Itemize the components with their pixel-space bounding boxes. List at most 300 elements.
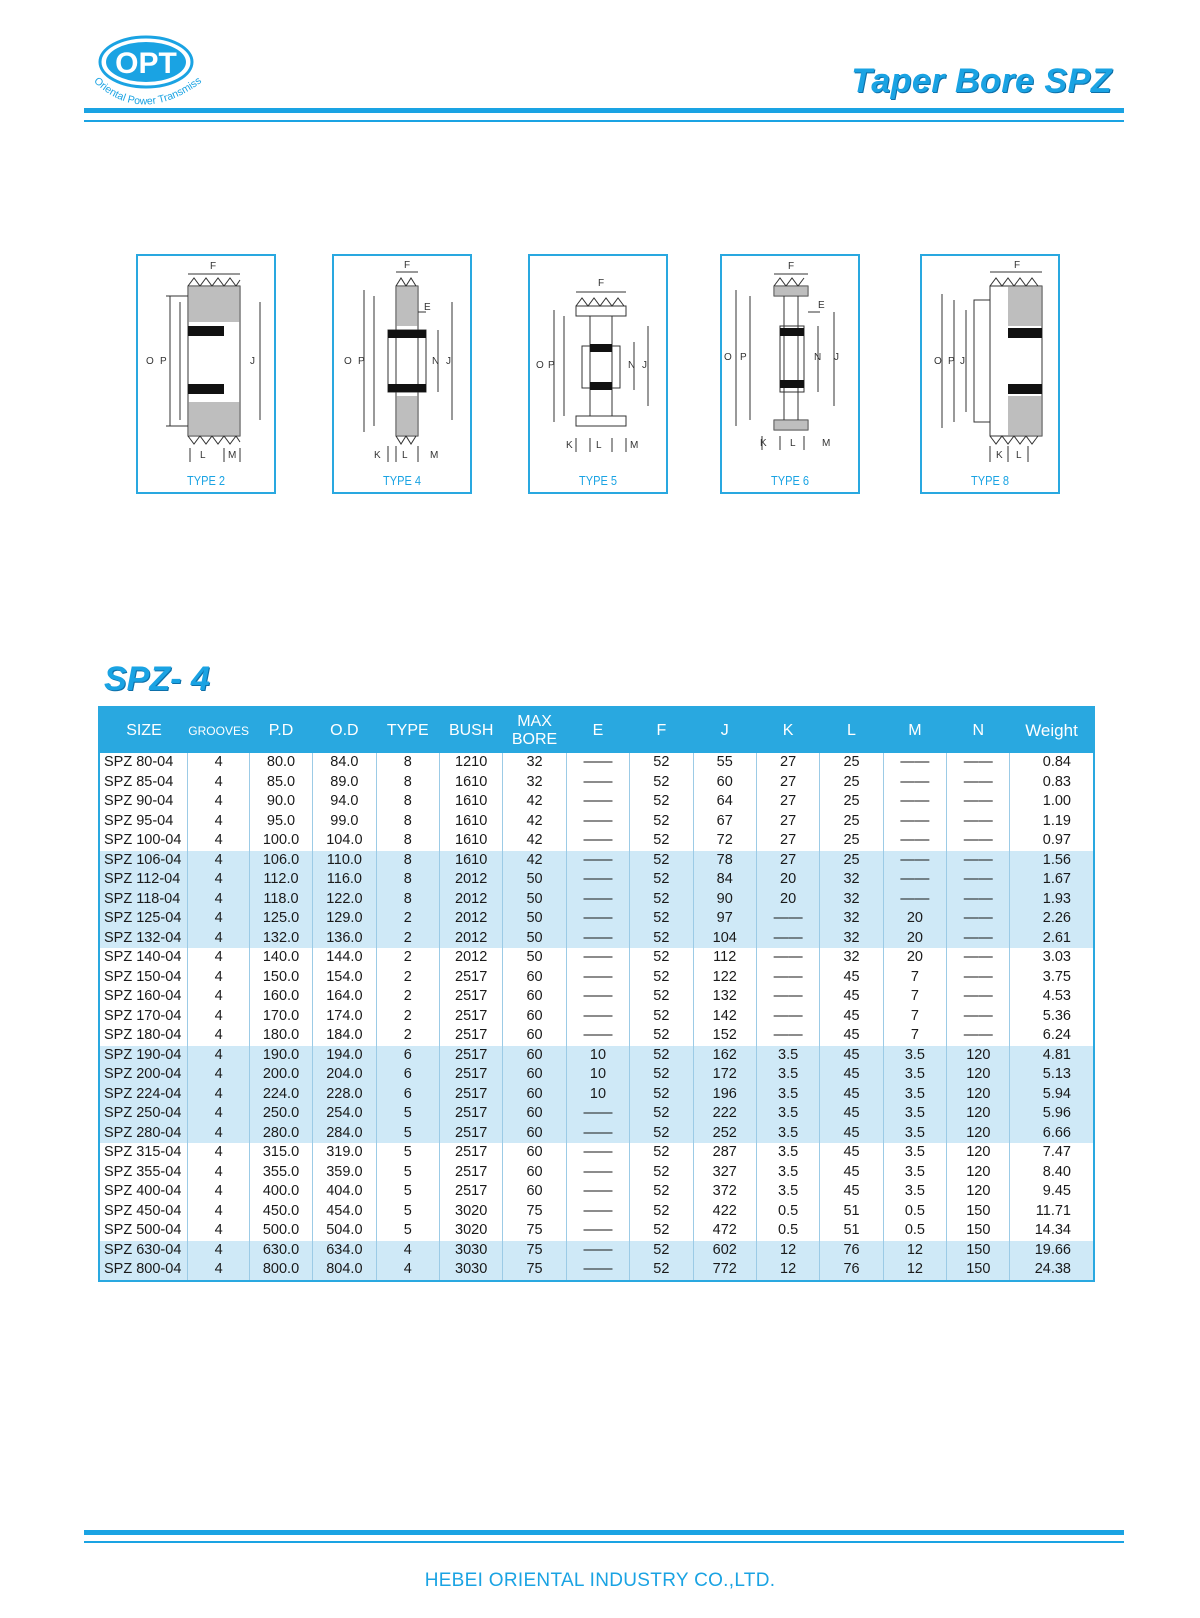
- table-cell: 45: [820, 987, 883, 1007]
- table-cell: 6: [376, 1085, 439, 1105]
- table-cell: 2: [376, 987, 439, 1007]
- table-cell: 180.0: [249, 1026, 312, 1046]
- svg-text:F: F: [1014, 260, 1021, 271]
- table-row: [99, 929, 1094, 949]
- table-cell: 75: [503, 1202, 566, 1222]
- table-cell: 60: [503, 1026, 566, 1046]
- table-cell: 3.5: [756, 1143, 819, 1163]
- table-cell: 160.0: [249, 987, 312, 1007]
- table-cell: 51: [820, 1221, 883, 1241]
- table-cell: ——: [566, 1026, 629, 1046]
- table-cell: 42: [503, 831, 566, 851]
- table-cell: SPZ 250-04: [99, 1104, 188, 1124]
- table-cell: 2517: [439, 1104, 502, 1124]
- table-cell: 2: [376, 929, 439, 949]
- col-header: K: [756, 707, 819, 753]
- table-cell: 52: [630, 1221, 693, 1241]
- table-cell: 67: [693, 812, 756, 832]
- table-cell: SPZ 355-04: [104, 1163, 182, 1180]
- table-cell: 25: [820, 851, 883, 871]
- table-cell: 95.0: [249, 812, 312, 832]
- table-cell: 52: [630, 792, 693, 812]
- svg-text:M: M: [630, 440, 639, 451]
- table-cell: 204.0: [313, 1065, 376, 1085]
- table-cell: 52: [630, 753, 693, 773]
- table-cell: 84: [693, 870, 756, 890]
- table-cell: 12: [756, 1241, 819, 1261]
- table-cell: ——: [947, 851, 1010, 871]
- table-cell: 319.0: [313, 1143, 376, 1163]
- table-cell: 0.5: [883, 1202, 946, 1222]
- table-cell: 52: [630, 909, 693, 929]
- table-row: [99, 851, 1094, 871]
- table-cell: 52: [630, 1182, 693, 1202]
- table-cell: 25: [820, 812, 883, 832]
- table-row: [99, 1065, 1094, 1085]
- table-cell: 422: [693, 1202, 756, 1222]
- table-cell: SPZ 80-04: [104, 754, 174, 770]
- table-row: [99, 812, 1094, 832]
- svg-text:K: K: [760, 438, 767, 449]
- table-cell: 150: [947, 1221, 1010, 1241]
- table-cell: 27: [756, 773, 819, 793]
- table-cell: 8: [376, 792, 439, 812]
- table-cell: 0.5: [756, 1221, 819, 1241]
- table-cell: ——: [756, 987, 819, 1007]
- table-cell: ——: [883, 870, 946, 890]
- table-cell: 4: [188, 909, 249, 929]
- table-cell: 500.0: [249, 1221, 312, 1241]
- table-cell: SPZ 170-04: [104, 1007, 182, 1024]
- table-cell: 10: [566, 1065, 629, 1085]
- table-cell: 50: [503, 948, 566, 968]
- table-cell: 172: [693, 1065, 756, 1085]
- table-cell: ——: [756, 929, 819, 949]
- table-cell: SPZ 280-04: [99, 1124, 188, 1144]
- col-header: O.D: [313, 707, 376, 753]
- table-cell: SPZ 140-04: [104, 949, 182, 965]
- svg-text:P: P: [160, 356, 167, 367]
- diagram-type-2: [136, 254, 276, 494]
- table-cell: ——: [566, 851, 629, 871]
- table-cell: 52: [630, 1007, 693, 1027]
- svg-text:M: M: [430, 450, 439, 461]
- section-title: SPZ- 4: [104, 660, 210, 698]
- table-cell: 90.0: [249, 792, 312, 812]
- table-cell: 7: [883, 987, 946, 1007]
- table-cell: 154.0: [313, 968, 376, 988]
- table-cell: 4: [188, 1085, 249, 1105]
- table-cell: 1.93: [1010, 890, 1094, 910]
- table-cell: 8: [376, 870, 439, 890]
- table-cell: 112.0: [249, 870, 312, 890]
- table-cell: 32: [503, 773, 566, 793]
- table-cell: SPZ 160-04: [104, 988, 182, 1004]
- table-cell: 122.0: [313, 890, 376, 910]
- table-cell: 52: [630, 1124, 693, 1144]
- table-cell: 1.00: [1010, 792, 1094, 812]
- table-cell: ——: [566, 1163, 629, 1183]
- table-cell: 60: [503, 1182, 566, 1202]
- table-row: [99, 870, 1094, 890]
- table-cell: 104.0: [313, 831, 376, 851]
- table-cell: 99.0: [313, 812, 376, 832]
- table-row: [99, 1202, 1094, 1222]
- table-cell: 2: [376, 909, 439, 929]
- table-cell: 52: [630, 1026, 693, 1046]
- page-title: Taper Bore SPZ: [851, 62, 1112, 100]
- table-cell: 2517: [439, 1163, 502, 1183]
- svg-text:O: O: [724, 352, 732, 363]
- table-cell: 25: [820, 792, 883, 812]
- table-cell: ——: [566, 890, 629, 910]
- table-row: [99, 890, 1094, 910]
- table-cell: 75: [503, 1241, 566, 1261]
- table-cell: 52: [630, 890, 693, 910]
- col-header: MAX BORE: [503, 707, 566, 753]
- table-cell: 4: [188, 1202, 249, 1222]
- table-cell: 120: [947, 1065, 1010, 1085]
- table-cell: 1.67: [1010, 870, 1094, 890]
- col-header: SIZE: [99, 707, 188, 753]
- table-row: [99, 968, 1094, 988]
- table-cell: 3.5: [883, 1104, 946, 1124]
- table-cell: 132: [693, 987, 756, 1007]
- table-cell: 5: [376, 1143, 439, 1163]
- table-cell: 2517: [439, 1182, 502, 1202]
- table-cell: 78: [693, 851, 756, 871]
- pulley-drawing-type-4: [334, 256, 470, 466]
- table-cell: 52: [630, 1104, 693, 1124]
- svg-text:J: J: [446, 356, 451, 367]
- pulley-drawing-type-8: [922, 256, 1058, 466]
- table-cell: 24.38: [1010, 1260, 1094, 1281]
- table-cell: 5: [376, 1104, 439, 1124]
- table-cell: 55: [693, 753, 756, 773]
- table-cell: 45: [820, 1163, 883, 1183]
- table-cell: SPZ 90-04: [104, 793, 174, 809]
- table-cell: 6: [376, 1046, 439, 1066]
- table-cell: 4: [376, 1260, 439, 1281]
- table-cell: 7: [883, 968, 946, 988]
- table-cell: 94.0: [313, 792, 376, 812]
- diagram-type-4: [332, 254, 472, 494]
- table-cell: 42: [503, 792, 566, 812]
- table-cell: 10: [566, 1046, 629, 1066]
- table-cell: 2517: [439, 1124, 502, 1144]
- col-header: L: [820, 707, 883, 753]
- table-cell: 2517: [439, 1065, 502, 1085]
- table-row: [99, 1104, 1094, 1124]
- table-cell: ——: [947, 753, 1010, 773]
- svg-text:L: L: [596, 440, 602, 451]
- table-cell: 0.84: [1010, 753, 1094, 773]
- table-cell: ——: [566, 1124, 629, 1144]
- table-cell: 51: [820, 1202, 883, 1222]
- table-cell: 150: [947, 1202, 1010, 1222]
- table-cell: SPZ 85-04: [104, 773, 174, 790]
- svg-text:P: P: [948, 356, 955, 367]
- col-header: BUSH: [439, 707, 502, 753]
- col-header: J: [693, 707, 756, 753]
- table-row: [99, 1260, 1094, 1281]
- table-cell: ——: [566, 1007, 629, 1027]
- svg-text:N: N: [628, 360, 636, 371]
- table-cell: 32: [820, 870, 883, 890]
- table-cell: 2012: [439, 890, 502, 910]
- table-cell: 404.0: [313, 1182, 376, 1202]
- table-cell: 152: [693, 1026, 756, 1046]
- table-cell: 4: [188, 792, 249, 812]
- table-cell: 3.5: [883, 1163, 946, 1183]
- table-row: [99, 753, 1094, 773]
- table-cell: 52: [630, 1046, 693, 1066]
- table-cell: 25: [820, 753, 883, 773]
- table-cell: 4: [188, 773, 249, 793]
- table-cell: ——: [756, 1007, 819, 1027]
- table-cell: 8: [376, 890, 439, 910]
- table-cell: 8: [376, 851, 439, 871]
- table-cell: 45: [820, 1182, 883, 1202]
- table-cell: 60: [503, 1104, 566, 1124]
- svg-text:E: E: [818, 300, 825, 311]
- table-cell: ——: [947, 890, 1010, 910]
- table-row: [99, 987, 1094, 1007]
- table-cell: 5.96: [1010, 1104, 1094, 1124]
- table-cell: 5.94: [1010, 1085, 1094, 1105]
- table-row: [99, 1046, 1094, 1066]
- table-cell: 504.0: [313, 1221, 376, 1241]
- table-cell: 2: [376, 1007, 439, 1027]
- table-cell: 120: [947, 1182, 1010, 1202]
- table-cell: 3.5: [883, 1143, 946, 1163]
- table-cell: 5: [376, 1221, 439, 1241]
- table-cell: ——: [566, 773, 629, 793]
- svg-text:O: O: [934, 356, 942, 367]
- col-header: GROOVES: [188, 707, 249, 753]
- table-cell: 100.0: [249, 831, 312, 851]
- table-cell: 75: [503, 1260, 566, 1281]
- table-cell: ——: [756, 909, 819, 929]
- col-header: TYPE: [376, 707, 439, 753]
- svg-text:M: M: [822, 438, 831, 449]
- svg-text:M: M: [228, 450, 237, 461]
- table-cell: 2012: [439, 909, 502, 929]
- table-cell: 250.0: [249, 1104, 312, 1124]
- table-cell: 3.5: [756, 1065, 819, 1085]
- table-cell: ——: [566, 1202, 629, 1222]
- table-cell: 140.0: [249, 948, 312, 968]
- table-cell: 52: [630, 1143, 693, 1163]
- table-row: [99, 1007, 1094, 1027]
- table-cell: 8: [376, 831, 439, 851]
- table-cell: 150: [947, 1260, 1010, 1281]
- table-row: [99, 948, 1094, 968]
- table-cell: 5: [376, 1182, 439, 1202]
- svg-text:F: F: [598, 278, 605, 289]
- table-cell: ——: [566, 831, 629, 851]
- table-cell: 1.56: [1010, 851, 1094, 871]
- table-cell: 4: [188, 948, 249, 968]
- table-cell: 90: [693, 890, 756, 910]
- svg-text:J: J: [642, 360, 647, 371]
- table-cell: 60: [693, 773, 756, 793]
- table-cell: 120: [947, 1143, 1010, 1163]
- table-cell: 32: [820, 929, 883, 949]
- table-cell: 4: [188, 1124, 249, 1144]
- svg-text:F: F: [210, 261, 217, 272]
- table-cell: 122: [693, 968, 756, 988]
- svg-text:J: J: [250, 356, 255, 367]
- table-cell: 52: [630, 1163, 693, 1183]
- table-cell: 602: [693, 1241, 756, 1261]
- table-cell: SPZ 100-04: [104, 832, 182, 848]
- table-cell: 5.36: [1010, 1007, 1094, 1027]
- table-cell: 52: [630, 1202, 693, 1222]
- table-cell: 190.0: [249, 1046, 312, 1066]
- table-cell: 50: [503, 909, 566, 929]
- table-cell: 20: [883, 929, 946, 949]
- table-cell: 1610: [439, 792, 502, 812]
- table-cell: 7: [883, 1026, 946, 1046]
- table-cell: 372: [693, 1182, 756, 1202]
- table-cell: ——: [947, 870, 1010, 890]
- table-cell: SPZ 630-04: [99, 1241, 188, 1261]
- table-cell: 32: [820, 909, 883, 929]
- diagram-type-5: [528, 254, 668, 494]
- table-cell: 42: [503, 812, 566, 832]
- table-cell: SPZ 200-04: [99, 1065, 188, 1085]
- table-cell: 72: [693, 831, 756, 851]
- table-cell: 1.19: [1010, 812, 1094, 832]
- table-cell: 52: [630, 1241, 693, 1261]
- table-cell: 3030: [439, 1260, 502, 1281]
- table-cell: 20: [756, 870, 819, 890]
- table-row: [99, 1163, 1094, 1183]
- table-cell: 7: [883, 1007, 946, 1027]
- footer-rule-thin: [84, 1541, 1124, 1543]
- col-header: F: [630, 707, 693, 753]
- table-cell: 2517: [439, 1046, 502, 1066]
- table-cell: 50: [503, 929, 566, 949]
- table-cell: SPZ 112-04: [99, 870, 188, 890]
- table-cell: 150: [947, 1241, 1010, 1261]
- table-cell: ——: [883, 831, 946, 851]
- table-cell: 11.71: [1010, 1202, 1094, 1222]
- table-row: [99, 792, 1094, 812]
- table-cell: 174.0: [313, 1007, 376, 1027]
- table-cell: ——: [947, 792, 1010, 812]
- table-cell: 27: [756, 851, 819, 871]
- table-cell: 32: [820, 890, 883, 910]
- table-cell: 4: [188, 1163, 249, 1183]
- table-cell: 120: [947, 1085, 1010, 1105]
- table-cell: 110.0: [313, 851, 376, 871]
- table-cell: 20: [883, 948, 946, 968]
- table-cell: 162: [693, 1046, 756, 1066]
- table-cell: 6: [376, 1065, 439, 1085]
- svg-text:J: J: [834, 352, 839, 363]
- table-cell: 804.0: [313, 1260, 376, 1281]
- table-cell: ——: [947, 1007, 1010, 1027]
- table-cell: 0.5: [756, 1202, 819, 1222]
- table-cell: ——: [566, 968, 629, 988]
- table-row: [99, 909, 1094, 929]
- table-cell: 142: [693, 1007, 756, 1027]
- diagram-label: TYPE 6: [770, 473, 810, 488]
- table-cell: ——: [947, 812, 1010, 832]
- table-row: [99, 1182, 1094, 1202]
- svg-text:K: K: [566, 440, 573, 451]
- table-row: [99, 1143, 1094, 1163]
- table-cell: 4: [376, 1241, 439, 1261]
- svg-text:O: O: [146, 356, 154, 367]
- table-cell: 3.5: [756, 1163, 819, 1183]
- table-cell: 52: [630, 987, 693, 1007]
- svg-text:N: N: [432, 356, 440, 367]
- table-cell: 2.61: [1010, 929, 1094, 949]
- table-cell: ——: [566, 948, 629, 968]
- table-cell: SPZ 106-04: [99, 851, 188, 871]
- svg-text:N: N: [814, 352, 822, 363]
- col-header: Weight: [1010, 707, 1094, 753]
- table-cell: ——: [566, 1143, 629, 1163]
- svg-text:O: O: [344, 356, 352, 367]
- table-cell: ——: [566, 1104, 629, 1124]
- svg-text:E: E: [424, 302, 431, 313]
- table-cell: ——: [947, 929, 1010, 949]
- table-cell: 14.34: [1010, 1221, 1094, 1241]
- table-cell: 3020: [439, 1221, 502, 1241]
- table-cell: ——: [566, 909, 629, 929]
- svg-text:F: F: [404, 260, 411, 271]
- table-cell: 4: [188, 753, 249, 773]
- table-cell: 27: [756, 753, 819, 773]
- table-cell: 60: [503, 1143, 566, 1163]
- table-cell: 112: [693, 948, 756, 968]
- table-cell: 194.0: [313, 1046, 376, 1066]
- table-cell: 2012: [439, 870, 502, 890]
- table-cell: 150.0: [249, 968, 312, 988]
- table-header-row: [99, 707, 1094, 753]
- svg-text:OPT: OPT: [115, 47, 177, 80]
- table-cell: 50: [503, 870, 566, 890]
- table-cell: 327: [693, 1163, 756, 1183]
- table-cell: 3.5: [756, 1085, 819, 1105]
- table-cell: 800.0: [249, 1260, 312, 1281]
- table-cell: 2517: [439, 968, 502, 988]
- table-cell: ——: [566, 870, 629, 890]
- table-cell: 184.0: [313, 1026, 376, 1046]
- table-cell: 120: [947, 1163, 1010, 1183]
- table-cell: 359.0: [313, 1163, 376, 1183]
- table-cell: 4: [188, 870, 249, 890]
- table-cell: 42: [503, 851, 566, 871]
- table-cell: 2: [376, 1026, 439, 1046]
- table-cell: 8: [376, 773, 439, 793]
- table-cell: SPZ 450-04: [104, 1202, 182, 1219]
- table-cell: 89.0: [313, 773, 376, 793]
- table-cell: 80.0: [249, 753, 312, 773]
- table-cell: 8: [376, 812, 439, 832]
- table-cell: 52: [630, 1085, 693, 1105]
- table-cell: 60: [503, 1163, 566, 1183]
- table-cell: 4: [188, 1241, 249, 1261]
- svg-text:P: P: [548, 360, 555, 371]
- svg-text:L: L: [790, 438, 796, 449]
- table-row: [99, 1124, 1094, 1144]
- table-cell: 45: [820, 1065, 883, 1085]
